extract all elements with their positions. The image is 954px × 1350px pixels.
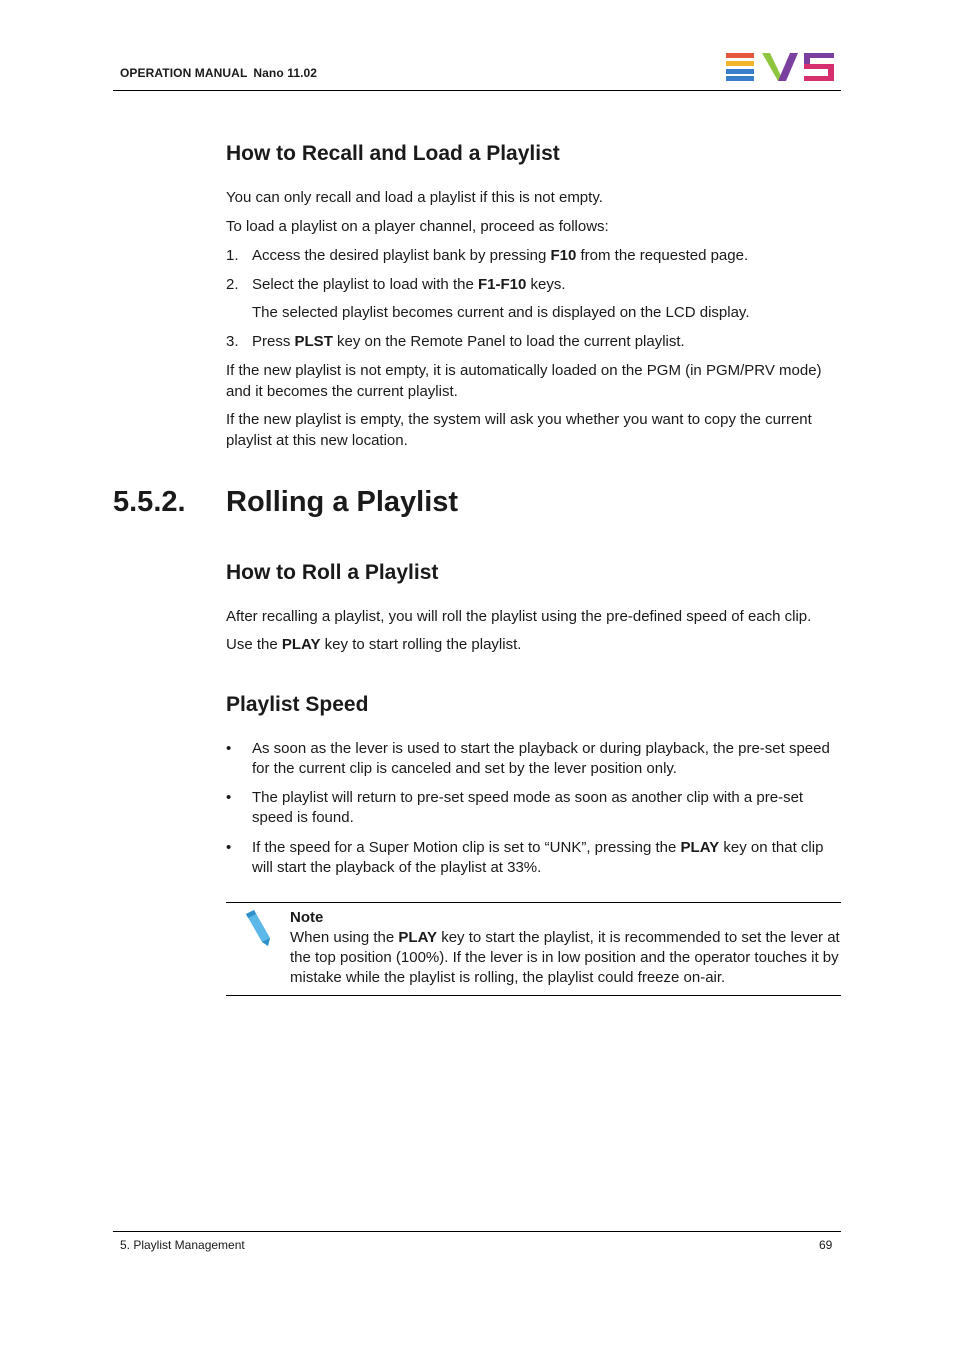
- step-number: 1.: [226, 247, 239, 264]
- key-f1-f10: F1-F10: [477, 276, 527, 293]
- evs-logo: [724, 52, 836, 82]
- key-f10: F10: [550, 247, 577, 264]
- manual-label: OPERATION MANUAL: [120, 66, 248, 80]
- roll-heading: How to Roll a Playlist: [226, 561, 439, 584]
- note-title: Note: [290, 909, 324, 926]
- header-rule: [113, 90, 841, 91]
- note-top-rule: [226, 902, 841, 903]
- bullet-mark: •: [226, 789, 232, 806]
- key-play: PLAY: [281, 636, 321, 653]
- recall-paragraph-1: You can only recall and load a playlist if this is not empty.: [226, 189, 603, 206]
- bullet-mark: •: [226, 740, 232, 757]
- page-number: 69: [819, 1238, 833, 1252]
- note-bottom-rule: [226, 995, 841, 996]
- step-number: 3.: [226, 333, 239, 350]
- roll-paragraph-1: After recalling a playlist, you will roll the playlist using the pre-defined speed of each clip.: [226, 608, 812, 625]
- pencil-icon: [240, 908, 274, 948]
- bullet-mark: •: [226, 839, 232, 856]
- recall-paragraph-4: If the new playlist is empty, the system will ask you whether you want to copy the current playlist at this new location.: [226, 411, 812, 449]
- step-number: 2.: [226, 276, 239, 293]
- note-body: When using the PLAY key to start the playlist, it is recommended to set the lever at the top position (100%). If the lever is in low position and the operator touches it by mistake while the playlist is rolling, the playlist could freeze on-air.: [290, 929, 840, 986]
- running-header: [120, 66, 317, 80]
- section-title: Rolling a Playlist: [226, 486, 459, 518]
- recall-paragraph-2: To load a playlist on a player channel, proceed as follows:: [226, 218, 609, 235]
- footer-rule: [113, 1231, 841, 1232]
- key-play: PLAY: [398, 929, 438, 946]
- roll-paragraph-2: Use the PLAY key to start rolling the playlist.: [226, 636, 522, 653]
- key-plst: PLST: [294, 333, 333, 350]
- speed-heading: Playlist Speed: [226, 693, 369, 716]
- section-number: 5.5.2.: [113, 486, 186, 518]
- key-play: PLAY: [680, 839, 720, 856]
- footer-chapter: 5. Playlist Management: [120, 1238, 245, 1252]
- recall-heading: How to Recall and Load a Playlist: [226, 142, 560, 165]
- recall-paragraph-3: If the new playlist is not empty, it is automatically loaded on the PGM (in PGM/PRV mode) and it becomes the current playlist.: [226, 362, 822, 400]
- product-label: Nano 11.02: [253, 66, 318, 80]
